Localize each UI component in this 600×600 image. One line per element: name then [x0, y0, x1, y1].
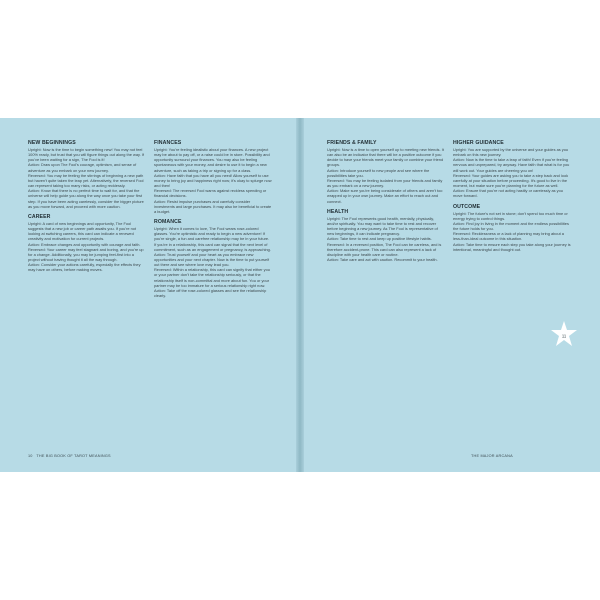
paragraph: Action: Trust yourself and your heart as you embrace new opportunities and your next chapter. Now is the time to put yourself out there and see where love may lead you.: [154, 251, 270, 268]
running-title: THE MAJOR ARCANA: [471, 454, 513, 458]
section-heading: FRIENDS & FAMILY: [327, 140, 377, 146]
section-heading: ROMANCE: [154, 219, 182, 226]
paragraph: Reversed: Within a relationship, this card can signify that either you or your partner don't take the relationship seriously, or that the relationship itself is non-committal and more about fun. You or your partner may be too immature for a serious relationship right now.: [154, 267, 270, 288]
paragraph: Reversed: The reversed Fool warns against reckless spending or financial decisions.: [154, 188, 267, 199]
paragraph: Action: Resist impulse purchases and carefully consider investments and large purchases. It may also be beneficial to create a budget.: [154, 198, 272, 214]
paragraph: Action: Take off the rose-colored glasses and see the relationship clearly.: [154, 287, 267, 299]
section-heading: NEW BEGINNINGS: [28, 140, 76, 146]
paragraph: Action: Have faith that you have all you need! Allow yourself to use money to bring joy and happiness right now; it's okay to splurge now and then!: [154, 172, 272, 189]
section-heading: CAREER: [28, 213, 51, 220]
paragraph: Action: Draw upon The Fool's courage, optimism, and sense of adventure as you embark on your new journey.: [28, 162, 137, 173]
paragraph: Action: Introduce yourself to new people and see where the possibilities take you.: [327, 167, 430, 178]
paragraph: Upright: Now is the time to begin something new! You may not feel 100% ready, but trust that you will figure things out along the way. If you've been waiting for a sign, The Fool is it!: [28, 147, 144, 163]
paragraph: Action: Make sure you're being considerate of others and aren't too wrapped up in your own journey. Make an effort to reach out and connect.: [327, 188, 443, 204]
section-health: [327, 209, 445, 262]
running-title: THE BIG BOOK OF TAROT MEANINGS: [36, 454, 111, 458]
section-new-beginnings: [28, 140, 146, 209]
paragraph: Action: Find joy in living in the moment and the endless possibilities the future holds for you.: [453, 220, 569, 232]
paragraph: Action: Now is the time to take a leap of faith! Even if you're feeling nervous and unprepared, try anyway. Have faith that what is for you will work out. Your guides are cheering you on!: [453, 157, 570, 173]
paragraph: Action: Consider your actions carefully, especially the effects they may have on others, before making moves.: [28, 262, 141, 273]
right-page: [301, 118, 600, 472]
paragraph: Action: Ensure that you're not acting hastily or carelessly as you move forward.: [453, 188, 563, 199]
left-column-1: [28, 140, 146, 277]
right-column-2: [453, 140, 571, 257]
section-heading: HIGHER GUIDANCE: [453, 140, 504, 146]
right-column-1: [327, 140, 445, 267]
paragraph: Upright: A card of new beginnings and opportunity, The Fool suggests that a new job or career path awaits you. If you're not looking at switching careers, this card can indicate a renewed creativity and motivation for current projects.: [28, 220, 137, 242]
paragraph: Reversed: Recklessness or a lack of planning may bring about a less-than-ideal outcome in this situation.: [453, 231, 564, 242]
section-friends-family: [327, 140, 445, 204]
right-folio: [471, 454, 513, 458]
paragraph: Reversed: Your guides are asking you to take a step back and look carefully at your situation before proceeding. It's good to live in the moment, but make sure you're planning for the future as well.: [453, 172, 569, 189]
paragraph: Upright: When it comes to love, The Fool wears rose-colored glasses. You're optimistic and ready to begin a new adventure! If you're single, a fun and carefree relationship may be in your future. If you're in a relationship, this card can signal that the next level of commitment, such as an engagement or pregnancy, is approaching.: [154, 226, 271, 252]
book-spread: [0, 118, 600, 472]
section-finances: [154, 140, 272, 214]
left-column-2: [154, 140, 272, 303]
paragraph: Action: Embrace changes and opportunity with courage and faith.: [28, 241, 141, 247]
section-career: [28, 214, 146, 273]
paragraph: Upright: The future's not set in stone; don't spend too much time or energy trying to control things.: [453, 210, 568, 221]
section-higher-guidance: [453, 140, 571, 199]
paragraph: Upright: You're feeling idealistic about your finances. A new project may be about to pay off, or a raise could be in store. Possibility and opportunity surround your finances. You may also be feeling spontaneous with your money, and desire to use it to begin a new adventure, such as taking a trip or signing up for a class.: [154, 147, 270, 173]
paragraph: Action: Take time to ensure each step you take along your journey is intentional, meaningful and thought out.: [453, 241, 571, 252]
paragraph: Upright: Now is a time to open yourself up to meeting new friends. It can also be an indicator that there will be a positive outcome if you decide to have your friends meet your family or combine your friend groups.: [327, 147, 444, 168]
paragraph: Action: Take time to rest and keep up positive lifestyle habits.: [327, 236, 432, 242]
left-folio: [28, 454, 111, 458]
paragraph: Upright: You are supported by the universe and your guides as you embark on this new journey.: [453, 147, 569, 158]
section-outcome: [453, 204, 571, 252]
section-heading: OUTCOME: [453, 203, 481, 210]
paragraph: Reversed: Your career may feel stagnant and boring, and you're up for a change. Additionally, you may be jumping feet-first into a project without having thought it all the way through.: [28, 246, 144, 262]
section-heading: HEALTH: [327, 208, 349, 215]
paragraph: Reversed: You may be feeling isolated from your friends and family as you embark on a new journey.: [327, 177, 443, 189]
section-heading: FINANCES: [154, 140, 182, 146]
paragraph: Reversed: You may be feeling the stirrings of beginning a new path but haven't quite taken the leap yet. Alternatively, the reversed Fool can represent taking too many risks, or acting recklessly.: [28, 172, 144, 189]
paragraph: Upright: The Fool represents good health, mentally, physically, and/or spiritually. You may want to take time to rest and recover before beginning a new journey. As The Fool is representative of new beginnings, it can indicate pregnancy.: [327, 215, 438, 237]
page-number: 11: [561, 333, 567, 339]
section-romance: [154, 219, 272, 298]
paragraph: Action: Take care and act with caution. Recommit to your health.: [327, 256, 438, 262]
paragraph: Reversed: In a reversed position, The Fool can be careless, and is therefore accident-prone. This card can also represent a lack of discipline with your health care or routine.: [327, 241, 442, 257]
left-page: [0, 118, 299, 472]
page-number: 10: [28, 454, 33, 458]
star-icon: [550, 320, 578, 348]
paragraph: Action: Know that there is no perfect time to wait for, and that the universe will help guide you along the way once you take your first step. If you have been acting carelessly, consider the bigger picture as you move forward, and proceed with more caution.: [28, 188, 144, 209]
